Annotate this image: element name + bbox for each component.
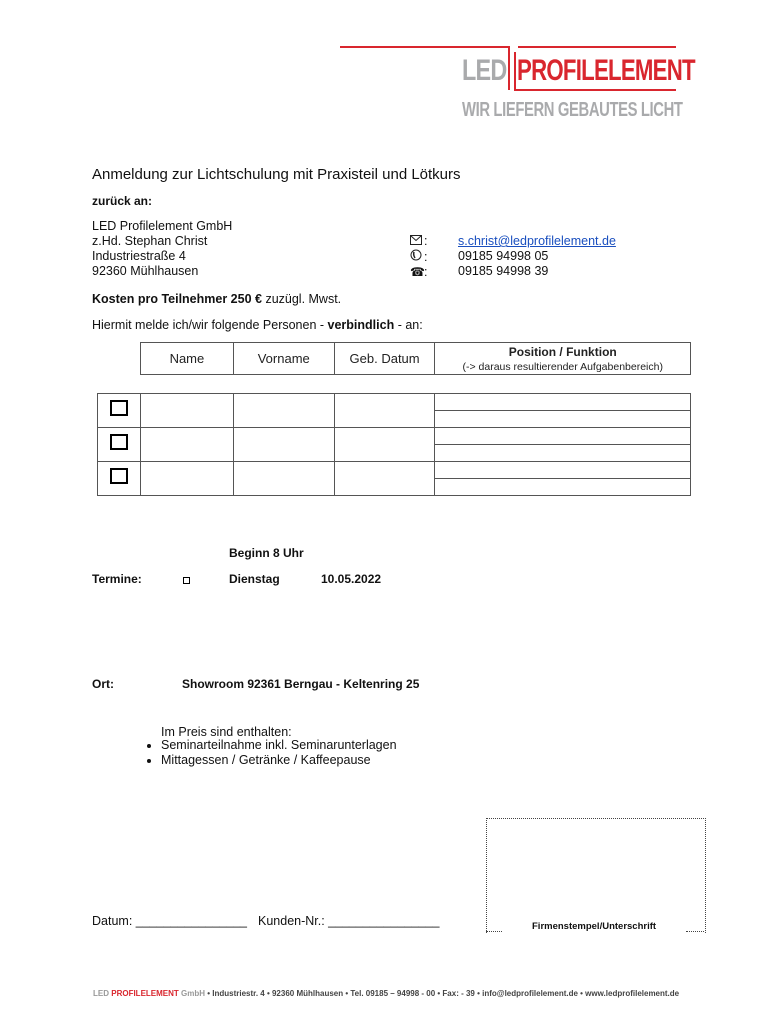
list-item: • Mittagessen / Getränke / Kaffeepause xyxy=(161,753,397,767)
datum-field[interactable]: Datum: ________________ xyxy=(92,914,247,928)
location-label: Ort: xyxy=(92,677,114,691)
address-company: LED Profilelement GmbH xyxy=(92,219,233,233)
cell-position[interactable] xyxy=(435,394,691,428)
email-link[interactable]: s.christ@ledprofilelement.de xyxy=(458,234,616,248)
intro-line: Hiermit melde ich/wir folgende Personen - verbindlich - an: xyxy=(92,318,423,332)
termin-checkbox[interactable] xyxy=(183,577,190,584)
logo-line-top xyxy=(340,46,510,48)
logo-tagline: WIR LIEFERN GEBAUTES LICHT xyxy=(462,99,683,121)
logo-profilelement-text: PROFILELEMENT xyxy=(517,54,695,87)
fax-value: 09185 94998 39 xyxy=(458,264,549,278)
contact-icons: : : ☎ : xyxy=(410,234,428,279)
termin-day: Dienstag xyxy=(229,572,280,586)
cell-vorname[interactable] xyxy=(233,428,334,462)
cell-position[interactable] xyxy=(435,462,691,496)
included-title: Im Preis sind enthalten: xyxy=(161,725,292,739)
participants-header xyxy=(140,342,691,375)
row-checkbox-cell xyxy=(98,428,141,462)
return-label: zurück an: xyxy=(92,194,153,208)
termin-date: 10.05.2022 xyxy=(321,572,382,586)
kunden-nr-field[interactable]: Kunden-Nr.: ________________ xyxy=(258,914,440,928)
cell-vorname[interactable] xyxy=(233,462,334,496)
list-item: • Seminarteilnahme inkl. Seminarunterlagen xyxy=(161,738,397,752)
row-checkbox[interactable] xyxy=(110,434,128,450)
cost-label: Kosten pro Teilnehmer 250 € xyxy=(92,292,262,306)
cell-position[interactable] xyxy=(435,428,691,462)
logo-divider-2 xyxy=(514,52,516,90)
phone-icon xyxy=(410,249,424,265)
cell-geb-datum[interactable] xyxy=(334,462,435,496)
cost-suffix: zuzügl. Mwst. xyxy=(261,292,342,306)
cell-vorname[interactable] xyxy=(233,394,334,428)
row-checkbox[interactable] xyxy=(110,468,128,484)
row-checkbox[interactable] xyxy=(110,400,128,416)
phone-value: 09185 94998 05 xyxy=(458,249,549,263)
included-list xyxy=(139,738,397,768)
address-block xyxy=(92,219,232,279)
termine-label: Termine: xyxy=(92,572,142,586)
footer: LED PROFILELEMENT GmbH • Industriestr. 4 • 92360 Mühlhausen • Tel. 09185 – 94998 - 00 • Fax: - 39 • info@ledprofilelement.de • www.ledprofilelement.de xyxy=(93,989,680,998)
participants-table xyxy=(97,393,691,496)
location-value: Showroom 92361 Berngau - Keltenring 25 xyxy=(182,677,420,691)
contact-values xyxy=(458,234,616,279)
header-vorname: Vorname xyxy=(233,343,334,375)
address-attn: z.Hd. Stephan Christ xyxy=(92,234,208,248)
fax-icon: ☎ xyxy=(410,265,425,279)
row-checkbox-cell xyxy=(98,394,141,428)
row-checkbox-cell xyxy=(98,462,141,496)
logo-led-text: LED xyxy=(462,54,507,87)
stamp-label: Firmenstempel/Unterschrift xyxy=(532,921,657,932)
cell-name[interactable] xyxy=(140,394,233,428)
header-position: Position / Funktion (-> daraus resultierender Aufgabenbereich) xyxy=(435,343,691,375)
address-street: Industriestraße 4 xyxy=(92,249,186,263)
table-row xyxy=(98,394,691,428)
envelope-icon xyxy=(410,234,424,249)
cell-name[interactable] xyxy=(140,462,233,496)
begin-time: Beginn 8 Uhr xyxy=(229,546,304,560)
header-geb-datum: Geb. Datum xyxy=(334,343,435,375)
table-row xyxy=(98,428,691,462)
address-city: 92360 Mühlhausen xyxy=(92,264,199,278)
cost-line xyxy=(92,292,341,306)
logo-line-top-right xyxy=(518,46,676,48)
page-title: Anmeldung zur Lichtschulung mit Praxisteil und Lötkurs xyxy=(92,166,461,183)
logo-divider xyxy=(508,46,510,90)
cell-name[interactable] xyxy=(140,428,233,462)
table-row xyxy=(98,462,691,496)
cell-geb-datum[interactable] xyxy=(334,428,435,462)
stamp-box[interactable] xyxy=(486,818,706,933)
cell-geb-datum[interactable] xyxy=(334,394,435,428)
header-name: Name xyxy=(141,343,234,375)
logo-line-bottom xyxy=(514,89,676,91)
